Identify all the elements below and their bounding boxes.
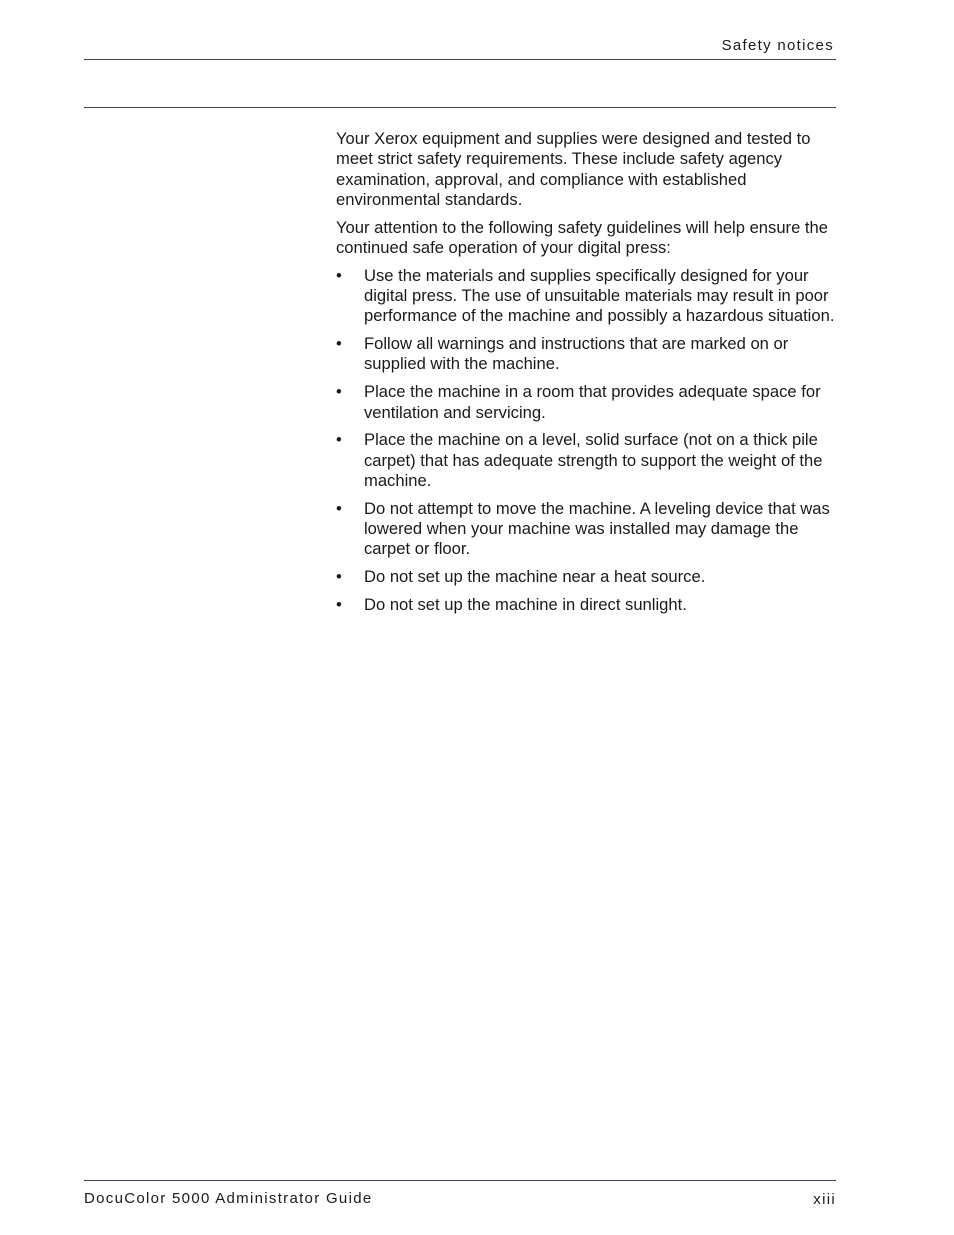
list-item bbox=[336, 382, 836, 423]
list-item-text: Do not attempt to move the machine. A leveling device that was lowered when your machine was installed may damage the carpet or floor. bbox=[364, 498, 830, 559]
list-item-text: Do not set up the machine in direct sunlight. bbox=[364, 594, 687, 614]
guidelines-paragraph: Your attention to the following safety guidelines will help ensure the continued safe operation of your digital press: bbox=[336, 217, 828, 257]
document-title: DocuColor 5000 Administrator Guide bbox=[84, 1190, 373, 1207]
bullet-icon: • bbox=[336, 430, 342, 450]
bullet-icon: • bbox=[336, 265, 342, 285]
page-number: xiii bbox=[813, 1191, 836, 1208]
intro-paragraph: Your Xerox equipment and supplies were designed and tested to meet strict safety requirements. These include safety agency examination, approval, and compliance with established environmental standards. bbox=[336, 129, 811, 209]
list-item-text: Place the machine on a level, solid surface (not on a thick pile carpet) that has adequate strength to support the weight of the machine. bbox=[364, 430, 823, 490]
list-item bbox=[336, 595, 836, 615]
bullet-icon: • bbox=[336, 594, 342, 614]
main-content bbox=[336, 129, 836, 623]
bullet-icon: • bbox=[336, 382, 342, 402]
list-item bbox=[336, 499, 836, 560]
header-rule bbox=[84, 59, 836, 60]
bullet-icon: • bbox=[336, 498, 342, 518]
list-item-text: Use the materials and supplies specifically designed for your digital press. The use of unsuitable materials may result in poor performance of the machine and possibly a hazardous situation. bbox=[364, 265, 835, 326]
safety-guidelines-list bbox=[336, 266, 836, 615]
section-rule bbox=[84, 107, 836, 108]
list-item bbox=[336, 266, 836, 327]
bullet-icon: • bbox=[336, 567, 342, 587]
list-item-text: Do not set up the machine near a heat source. bbox=[364, 567, 706, 587]
bullet-icon: • bbox=[336, 334, 342, 354]
list-item bbox=[336, 430, 836, 491]
list-item bbox=[336, 334, 836, 375]
list-item bbox=[336, 567, 836, 587]
list-item-text: Follow all warnings and instructions that are marked on or supplied with the machine. bbox=[364, 334, 789, 374]
section-title: Safety notices bbox=[721, 37, 834, 54]
footer-rule bbox=[84, 1180, 836, 1181]
list-item-text: Place the machine in a room that provides adequate space for ventilation and servicing. bbox=[364, 382, 821, 422]
